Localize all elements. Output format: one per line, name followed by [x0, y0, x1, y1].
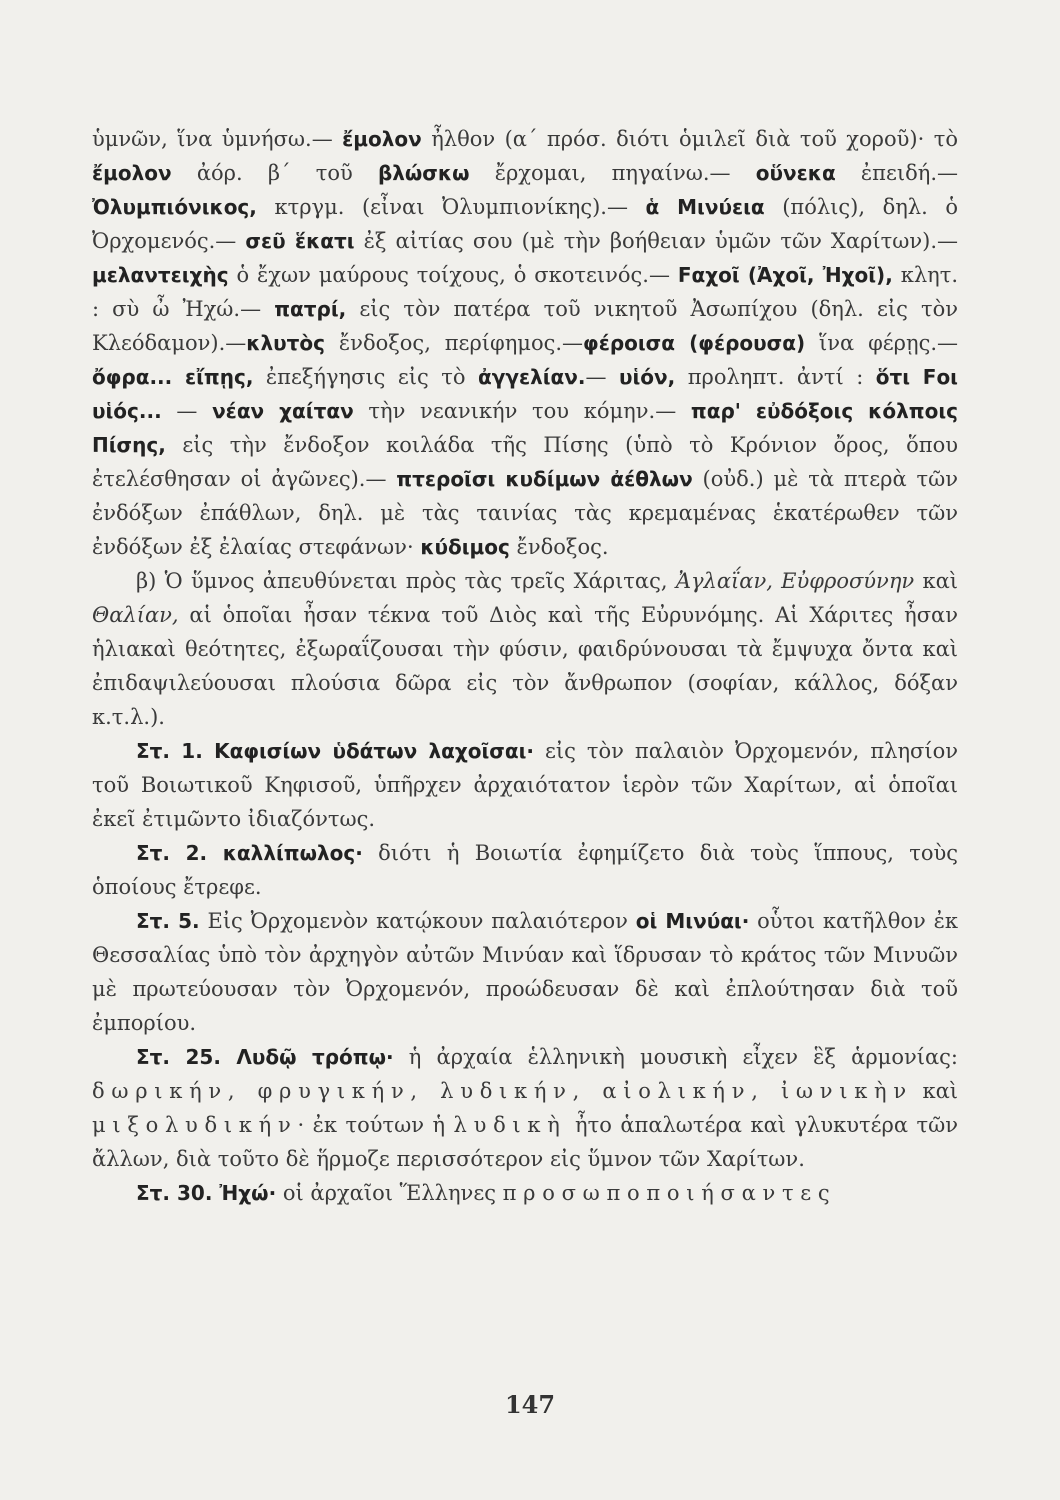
- text-run: ἀόρ. β΄ τοῦ: [171, 161, 378, 185]
- text-run: διότι ἡ Βοιωτία ἐφημίζετο διὰ τοὺς ἵππους, τοὺς ὁποίους ἔτρεφε.: [92, 841, 958, 899]
- text-run: ἵνα φέρῃς.—: [805, 331, 959, 355]
- text-run: καὶ: [912, 1079, 958, 1103]
- text-run: ἦτο ἁπαλωτέρα καὶ γλυκυτέρα τῶν ἄλλων, διὰ τοῦτο δὲ ἥρμοζε περισσότερον εἰς ὕμνον τῶν Χαρίτων.: [92, 1113, 958, 1171]
- bold-term: πατρί,: [274, 297, 347, 321]
- text-run: —: [585, 365, 619, 389]
- text-run: ἐπεξήγησις εἰς τὸ: [253, 365, 478, 389]
- bold-term: παρ' εὐδόξοις κόλποις Πίσης,: [92, 399, 958, 457]
- text-run: —: [161, 399, 213, 423]
- paragraph-verse-2: [92, 836, 958, 904]
- text-run: καὶ: [914, 569, 959, 593]
- text-run: Εἰς Ὀρχομενὸν κατῴκουν παλαιότερον: [199, 909, 636, 933]
- bold-term: νέαν χαίταν: [212, 399, 354, 423]
- spaced-term: δωρικήν, φρυγικήν, λυδικήν, αἰολικήν, ἰωνικὴν: [92, 1079, 913, 1103]
- bold-term: βλώσκω: [377, 161, 470, 185]
- text-run: ὁ ἔχων μαύρους τοίχους, ὁ σκοτεινός.—: [228, 263, 678, 287]
- spaced-term: προσωποποιήσαντες: [502, 1181, 837, 1205]
- text-run: εἰς τὴν ἔνδοξον κοιλάδα τῆς Πίσης (ὑπὸ τὸ Κρόνιον ὄρος, ὅπου ἐτελέσθησαν οἱ ἀγῶνες).—: [92, 433, 958, 491]
- bold-term: ὄφρα... εἴπῃς,: [92, 365, 254, 389]
- bold-term: υἱόν,: [618, 365, 676, 389]
- bold-term: σεῦ ἕκατι: [245, 229, 355, 253]
- text-run: οἱ ἀρχαῖοι Ἕλληνες: [276, 1181, 503, 1205]
- text-run: (οὐδ.) μὲ τὰ πτερὰ τῶν ἐνδόξων ἐπάθλων, δηλ. μὲ τὰς ταινίας τὰς κρεμαμένας ἑκατέρωθεν τῶν ἐνδόξων ἐξ ἐλαίας στεφάνων·: [92, 467, 958, 559]
- bold-term: Στ. 2. καλλίπωλος·: [136, 841, 363, 865]
- paragraph-verse-1: [92, 734, 958, 836]
- bold-term: Στ. 5.: [136, 909, 200, 933]
- bold-term: οὕνεκα: [755, 161, 836, 185]
- paragraph-vocabulary-notes: [92, 122, 958, 564]
- bold-term: Στ. 25. Λυδῷ τρόπῳ·: [136, 1045, 394, 1069]
- text-run: κλητ. : σὺ ὦ Ἠχώ.—: [92, 263, 958, 321]
- text-run: ἔρχομαι, πηγαίνω.—: [469, 161, 756, 185]
- text-run: ἔνδοξος, περίφημος.—: [325, 331, 584, 355]
- text-run: εἰς τὸν πατέρα τοῦ νικητοῦ Ἀσωπίχου (δηλ. εἰς τὸν Κλεόδαμον).—: [92, 297, 958, 355]
- paragraph-verse-5: [92, 904, 958, 1040]
- page-number: 147: [504, 1390, 556, 1419]
- italic-term: Θαλίαν,: [92, 603, 179, 627]
- bold-term: φέροισα (φέρουσα): [583, 331, 806, 355]
- bold-term: ὅτι Ϝοι υἱός...: [92, 365, 958, 423]
- bold-term: Ὀλυμπιόνικος,: [92, 195, 257, 219]
- bold-term: ἁ Μινύεια: [645, 195, 765, 219]
- text-run: αἱ ὁποῖαι ἦσαν τέκνα τοῦ Διὸς καὶ τῆς Εὐρυνόμης. Αἱ Χάριτες ἦσαν ἡλιακαὶ θεότητες, ἐξωραΐζουσαι τὴν φύσιν, φαιδρύνουσαι τὰ ἔμψυχα ὄντα καὶ ἐπιδαψιλεύουσαι πλούσια δῶρα εἰς τὸν ἄνθρωπον (σοφίαν, κάλλος, δόξαν κ.τ.λ.).: [92, 603, 958, 729]
- spaced-term: μιξολυδικήν: [92, 1113, 298, 1137]
- bold-term: Ϝαχοῖ (Ἀχοῖ, Ἠχοῖ),: [677, 263, 893, 287]
- text-run: τὴν νεανικήν του κόμην.—: [353, 399, 691, 423]
- bold-term: κύδιμος: [420, 535, 510, 559]
- text-run: β) Ὁ ὕμνος ἀπευθύνεται πρὸς τὰς τρεῖς Χάριτας,: [136, 569, 676, 593]
- text-run: οὗτοι κατῆλθον ἐκ Θεσσαλίας ὑπὸ τὸν ἀρχηγὸν αὐτῶν Μινύαν καὶ ἵδρυσαν τὸ κράτος τῶν Μινυῶν μὲ πρωτεύουσαν τὸν Ὀρχομενόν, προώδευσαν δὲ καὶ ἐπλούτησαν διὰ τοῦ ἐμπορίου.: [92, 909, 958, 1035]
- paragraph-hymn-note: [92, 564, 958, 734]
- text-run: κτργμ. (εἶναι Ὀλυμπιονίκης).—: [256, 195, 646, 219]
- bold-term: ἔμολον: [92, 161, 172, 185]
- text-run: εἰς τὸν παλαιὸν Ὀρχομενόν, πλησίον τοῦ Βοιωτικοῦ Κηφισοῦ, ὑπῆρχεν ἀρχαιότατον ἱερὸν τῶν Χαρίτων, αἱ ὁποῖαι ἐκεῖ ἐτιμῶντο ἰδιαζόντως.: [92, 739, 959, 831]
- text-run: (πόλις), δηλ. ὁ Ὀρχομενός.—: [92, 195, 958, 253]
- text-run: ἐπειδή.—: [835, 161, 958, 185]
- paragraph-verse-25: [92, 1040, 958, 1176]
- text-run: · ἐκ τούτων ἡ: [297, 1113, 454, 1137]
- body-text: [92, 122, 958, 1210]
- paragraph-verse-30: [92, 1176, 958, 1210]
- text-run: ὑμνῶν, ἵνα ὑμνήσω.—: [92, 127, 343, 151]
- bold-term: κλυτὸς: [246, 331, 326, 355]
- text-run: ἐξ αἰτίας σου (μὲ τὴν βοήθειαν ὑμῶν τῶν Χαρίτων).—: [354, 229, 958, 253]
- text-run: ἔνδοξος.: [509, 535, 609, 559]
- italic-term: Ἀγλαΐαν, Εὐφροσύνην: [675, 569, 915, 593]
- text-run: προληπτ. ἀντί :: [675, 365, 876, 389]
- bold-term: ἀγγελίαν.: [477, 365, 586, 389]
- bold-term: Στ. 30. Ἠχώ·: [136, 1181, 277, 1205]
- bold-term: πτεροῖσι κυδίμων ἀέθλων: [396, 467, 693, 491]
- text-run: ἦλθον (α΄ πρόσ. διότι ὁμιλεῖ διὰ τοῦ χοροῦ)· τὸ: [421, 127, 958, 151]
- bold-term: ἔμολον: [342, 127, 422, 151]
- spaced-term: λυδικὴ: [453, 1113, 567, 1137]
- text-run: ἡ ἀρχαία ἑλληνικὴ μουσικὴ εἶχεν ἓξ ἁρμονίας:: [393, 1045, 958, 1069]
- bold-term: μελαντειχὴς: [92, 263, 229, 287]
- bold-term: οἱ Μινύαι·: [635, 909, 750, 933]
- bold-term: Στ. 1. Καφισίων ὑδάτων λαχοῖσαι·: [136, 739, 535, 763]
